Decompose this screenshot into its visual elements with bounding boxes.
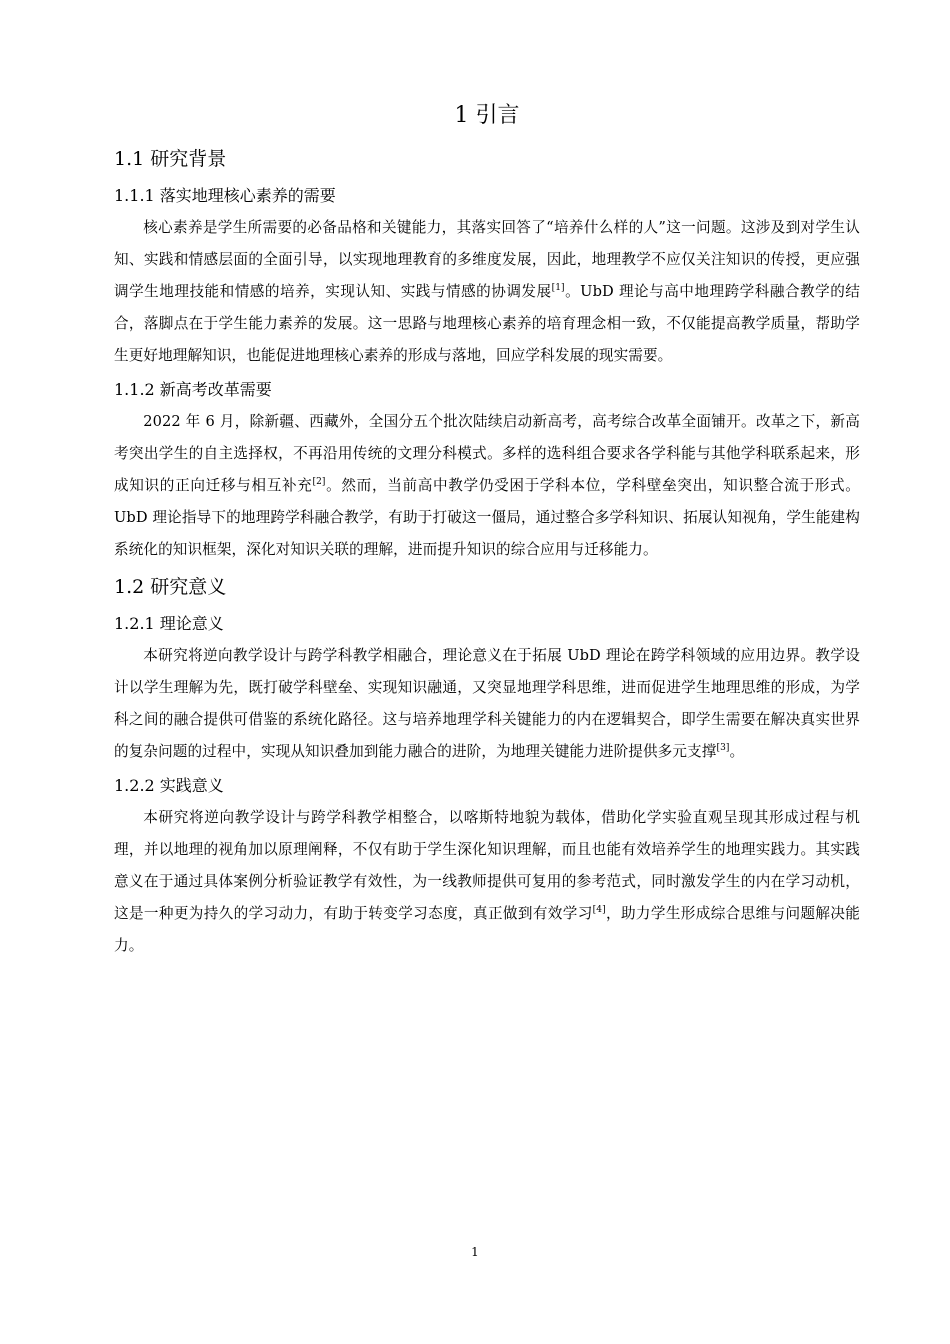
subsection-heading-gaokao-reform: 1.1.2 新高考改革需要 bbox=[114, 380, 272, 399]
citation-4: [4] bbox=[592, 905, 606, 915]
page-number: 1 bbox=[471, 1245, 479, 1259]
page-content bbox=[114, 96, 860, 966]
subsection-heading-core-literacy: 1.1.1 落实地理核心素养的需要 bbox=[114, 186, 336, 205]
paragraph-text: 2022 年 6 月，除新疆、西藏外，全国分五个批次陆续启动新高考，高考综合改革全面铺开。改革之下，新高考突出学生的自主选择权，不再沿用传统的文理分科模式。多样的选科组合要求各学科能与其他学科联系起来，形成知识的正向迁移与相互补充 bbox=[114, 413, 860, 494]
paragraph-text: ，助力学生形成综合思维与问题解决能力。 bbox=[114, 905, 861, 954]
paragraph-text: 本研究将逆向教学设计与跨学科教学相融合，理论意义在于拓展 UbD 理论在跨学科领域的应用边界。教学设计以学生理解为先，既打破学科壁垒、实现知识融通，又突显地理学科思维，进而促进学生地理思维的形成，为学科之间的融合提供可借鉴的系统化路径。这与培养地理学科关键能力的内在逻辑契合，即学生需要在解决真实世界的复杂问题的过程中，实现从知识叠加到能力融合的进阶，为地理关键能力进阶提供多元支撑 bbox=[114, 647, 860, 760]
section-heading-research-significance: 1.2 研究意义 bbox=[114, 576, 227, 598]
paragraph-text: 。 bbox=[729, 743, 745, 760]
paragraph-core-literacy bbox=[114, 212, 860, 372]
paragraph-text: 本研究将逆向教学设计与跨学科教学相整合，以喀斯特地貌为载体，借助化学实验直观呈现其形成过程与机理，并以地理的视角加以原理阐释，不仅有助于学生深化知识理解，而且也能有效培养学生的地理实践力。其实践意义在于通过具体案例分析验证教学有效性，为一线教师提供可复用的参考范式，同时激发学生的内在学习动机，这是一种更为持久的学习动力，有助于转变学习态度，真正做到有效学习 bbox=[114, 809, 860, 922]
paragraph-gaokao-reform bbox=[114, 406, 860, 566]
citation-2: [2] bbox=[312, 477, 326, 487]
chapter-title: 1 引言 bbox=[454, 103, 520, 128]
citation-3: [3] bbox=[716, 743, 730, 753]
paragraph-practical bbox=[114, 802, 860, 962]
paragraph-text: 。UbD 理论与高中地理跨学科融合教学的结合，落脚点在于学生能力素养的发展。这一思路与地理核心素养的培育理念相一致，不仅能提高教学质量，帮助学生更好地理解知识，也能促进地理核心素养的形成与落地，回应学科发展的现实需要。 bbox=[114, 283, 860, 364]
citation-1: [1] bbox=[551, 283, 565, 293]
subsection-heading-theoretical: 1.2.1 理论意义 bbox=[114, 614, 224, 633]
paragraph-text: 核心素养是学生所需要的必备品格和关键能力，其落实回答了“培养什么样的人”这一问题。这涉及到对学生认知、实践和情感层面的全面引导，以实现地理教育的多维度发展，因此，地理教学不应仅关注知识的传授，更应强调学生地理技能和情感的培养，实现认知、实践与情感的协调发展 bbox=[114, 219, 860, 300]
section-heading-research-background: 1.1 研究背景 bbox=[114, 148, 227, 170]
paragraph-theoretical bbox=[114, 640, 860, 768]
subsection-heading-practical: 1.2.2 实践意义 bbox=[114, 776, 224, 795]
paragraph-text: 。然而，当前高中教学仍受困于学科本位，学科壁垒突出，知识整合流于形式。UbD 理论指导下的地理跨学科融合教学，有助于打破这一僵局，通过整合多学科知识、拓展认知视角，学生能建构系统化的知识框架，深化对知识关联的理解，进而提升知识的综合应用与迁移能力。 bbox=[114, 477, 860, 558]
